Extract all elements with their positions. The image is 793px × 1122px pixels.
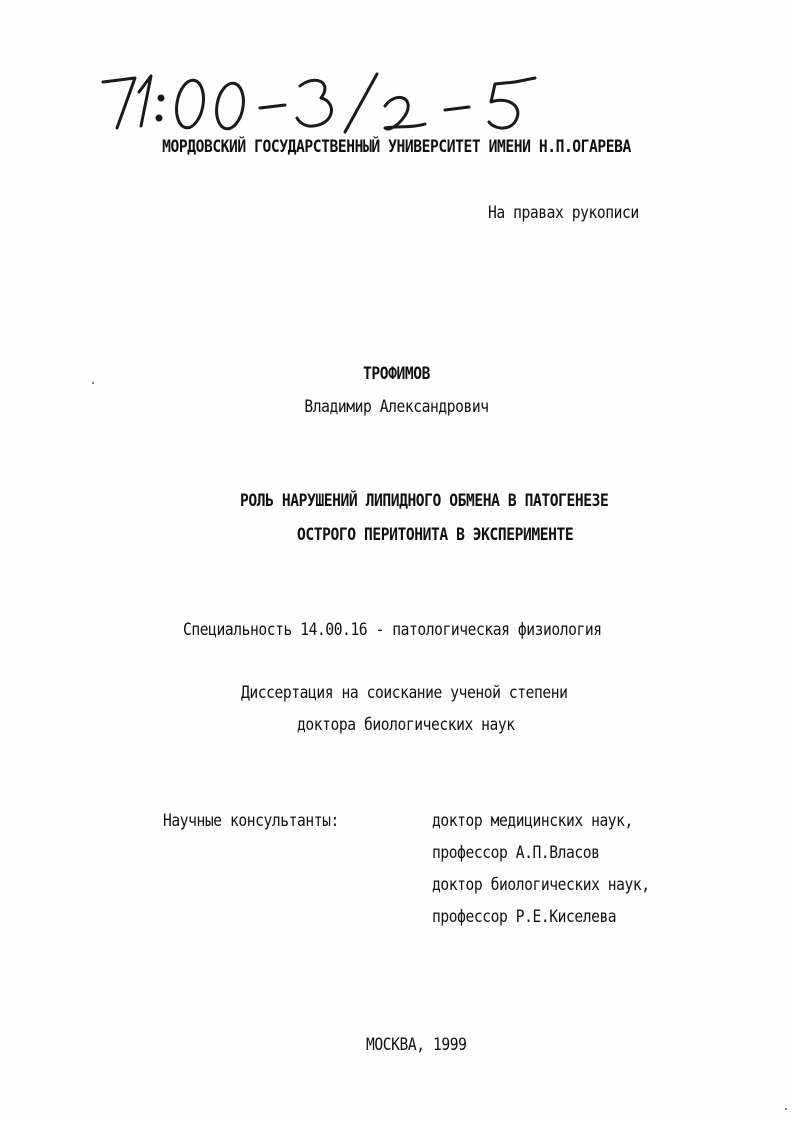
consultant-line: доктор биологических наук,	[432, 875, 650, 895]
scan-speck	[785, 1108, 787, 1110]
specialty: Специальность 14.00.16 - патологическая физиология	[183, 620, 602, 640]
dissertation-title-line1: РОЛЬ НАРУШЕНИЙ ЛИПИДНОГО ОБМЕНА В ПАТОГЕНЕЗЕ	[240, 491, 609, 511]
degree-line1: Диссертация на соискание ученой степени	[241, 683, 568, 703]
manuscript-note: На правах рукописи	[488, 203, 639, 223]
place-year: МОСКВА, 1999	[366, 1035, 467, 1055]
consultant-line: доктор медицинских наук,	[432, 811, 633, 831]
handwritten-code	[95, 62, 555, 142]
consultant-line: профессор А.П.Власов	[432, 843, 600, 863]
scan-speck	[92, 382, 94, 384]
consultants-label: Научные консультанты:	[163, 811, 339, 831]
author-surname: ТРОФИМОВ	[363, 364, 430, 384]
dissertation-title-line2: ОСТРОГО ПЕРИТОНИТА В ЭКСПЕРИМЕНТЕ	[297, 525, 574, 545]
author-given-names: Владимир Александрович	[304, 397, 489, 417]
degree-line2: доктора биологических наук	[297, 715, 515, 735]
university-name: МОРДОВСКИЙ ГОСУДАРСТВЕННЫЙ УНИВЕРСИТЕТ ИМЕНИ Н.П.ОГАРЕВА	[162, 137, 631, 157]
consultant-line: профессор Р.Е.Киселева	[432, 907, 617, 927]
